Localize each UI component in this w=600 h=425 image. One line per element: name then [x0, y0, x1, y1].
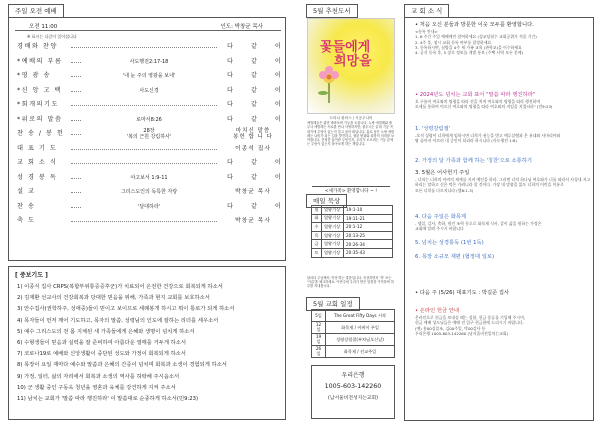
worship-order-panel — [8, 17, 289, 261]
bible-ref: 19:11-21 — [344, 214, 393, 223]
prayer-item: 10) 군 생활 중인 구동욱 청년을 영혼과 육체를 강건하게 지켜 주소서 — [17, 384, 176, 391]
news-item-detail: 오 구름이 여호와의 명령을 따라 진을 치며 여호와의 명령을 따라 행진하며 모세를 통하여 이르신 여호와의 명령을 따라 여호와의 직임을 지켰더라" (민9:23) — [415, 99, 553, 110]
divider — [15, 30, 281, 31]
news-item — [415, 158, 591, 165]
bible-ref: 20:35-43 — [344, 248, 393, 257]
worship-order-row — [17, 127, 279, 142]
prayer-panel — [8, 266, 286, 420]
worship-order-leader: 다 같 이 — [221, 84, 279, 99]
prayer-item: 3) 안수집사(권학하주, 성애중)들이 믿이고 보이므로 세례봉개 하시고 뭐이 통로가 되게 하소서 — [17, 306, 235, 313]
bible-day: 수 — [312, 223, 322, 232]
dotted-leader — [71, 163, 217, 164]
dotted-leader — [71, 105, 217, 106]
worship-order-item: *예배의 부름 — [17, 57, 63, 65]
worship-order-item: *영 광 송 — [17, 72, 51, 79]
worship-order-row — [17, 98, 289, 113]
worship-order-leader: 다 같 이 — [221, 40, 279, 55]
news-item-text: 6. 목장 소규모 재편 (협정대 일로) — [415, 254, 495, 260]
bible-book: 열왕기상 — [322, 231, 344, 240]
news-item — [415, 22, 591, 55]
bible-row — [312, 214, 393, 223]
bible-note: 날마다 주님께서 '묵상'하는 말씀입니다. 묵상하면서 '하' 또는 '이름'을 체크하세요. 이번주에 우리가 받은 말씀을 기억하며 하루를 지내봅시다. — [307, 276, 394, 289]
bible-book: 열왕기상 — [322, 206, 344, 215]
news-item-text: • 온라인 헌금 안내 — [415, 308, 459, 314]
bible-row — [312, 231, 393, 240]
bible-row — [312, 248, 393, 257]
worship-order-leader: 다 같 이 — [221, 113, 279, 128]
prayer-item: 6) 수형생들이 믿음과 실력을 잘 준비하여 아름다운 열매를 거두게 하소서 — [17, 339, 186, 346]
book-cover-title-2: 희망을 — [334, 54, 372, 69]
news-section-title: 교 회 소 식 — [404, 4, 449, 18]
worship-order-item: 교 회 소 식 — [17, 159, 58, 166]
news-item-text: • 처음 오신 분들과 방문한 이웃 모두를 환영합니다. — [415, 22, 534, 28]
worship-order-content: 28장 '복의 근원 강림하사' — [81, 128, 217, 140]
news-item — [415, 308, 591, 336]
news-item — [415, 214, 591, 232]
worship-order-content: '달대하라' — [81, 200, 217, 215]
worship-order-content: 로마서8:26 — [81, 113, 217, 128]
worship-order-item: *위로의 말씀 — [17, 115, 63, 123]
worship-order-row — [17, 113, 289, 128]
book-description — [307, 116, 395, 176]
worship-order-item: 축 도 — [17, 217, 36, 224]
prayer-item: 5) 예수 그리스도의 전 몸 지체된 새 가족들에게 은혜와 생명이 넘치게 하소서 — [17, 328, 195, 335]
news-item-text: 3. 5월은 어사헌기 주일 — [415, 170, 470, 176]
schedule-row — [312, 310, 395, 322]
worship-order-leader: 박창균 목사 — [221, 185, 279, 200]
worship-order-leader: 다 같 이 — [221, 156, 279, 171]
worship-order-row — [17, 171, 289, 186]
schedule-date: 5일 — [312, 310, 326, 322]
dotted-leader — [71, 47, 217, 48]
worship-order-item: *회개의기도 — [17, 101, 59, 108]
prayer-item: 2) 김재환 선교사의 건강회복과 당대한 믿음을 위해, 가족과 현지 교회를 보호하소서 — [17, 295, 210, 302]
news-item — [415, 92, 591, 110]
news-item-text: 4. 다음 주일은 화목제 — [415, 214, 467, 220]
worship-order-leader: 이종석 집사 — [221, 142, 279, 157]
bible-day: 목 — [312, 231, 322, 240]
book-cover-title-1: 꽃들에게 — [320, 40, 371, 55]
bible-day: 금 — [312, 240, 322, 249]
worship-time: 오전 11:00 — [29, 24, 58, 30]
worship-order-content: 사도신경 — [81, 84, 217, 99]
news-item-detail: -오직 성령이 너희에게 임하시면 너희가 권능을 받고 예루살렘과 온 유대와 사마리아와 땅 끝까지 이르러 내 증인이 되리라 하시니라 (사도행전 1:8) — [415, 133, 561, 144]
bible-ref: 20:1-12 — [344, 223, 393, 232]
news-item-text: 2. 가정의 달 가족과 함께 하는 '칭찬'으로 소통하기 — [415, 158, 532, 164]
bible-book: 열왕기상 — [322, 248, 344, 257]
schedule-table — [311, 309, 395, 358]
bible-book: 열왕기상 — [322, 240, 344, 249]
prayer-item: 9) 가정, 일터, 삶의 자리에서 회복과 소생의 역사를 허락해 주시옵소서 — [17, 373, 180, 380]
worship-order-item: 설 교 — [17, 188, 36, 195]
bible-ref: 20:26-34 — [344, 240, 393, 249]
bible-ref: 19:1-10 — [344, 206, 393, 215]
worship-order-content: 야고보서 1:9-11 — [81, 171, 217, 186]
worship-order-leader: 다 같 이 — [221, 98, 279, 113]
news-item-text: 1. '성령강림절' — [415, 126, 451, 132]
schedule-date: 12일 — [312, 322, 326, 334]
news-item-detail: 온라인으로 헌금을 보내실 때는 성함, 헌금 종류를 기입해 주시며, 헌금 예배 성도님들은 예배 전 입구 헌금함에 드리시기 바랍니다. (예) 홍00십일조, 김00주일, 박00감사 등 우리은행 1005-603-142260 (남서울비전일치는교회) — [415, 315, 526, 336]
bible-day: 토 — [312, 248, 322, 257]
news-item-text: • 2024년도 넘치는 교회 표어 "말씀 따라 행진하라" — [415, 92, 536, 98]
news-item-text: • 다음 주 (5/26) 대표기도 : 박길준 집사 — [415, 290, 510, 296]
worship-order-leader: 마치신 말씀 봉헌 합 니 다 — [221, 128, 279, 140]
welcome-tag: <새가족> 환영합니다 ~ ! — [312, 186, 390, 194]
news-item-detail: - 너희는 너희의 아비의 재세를 지켜 예인을 하라. 그러면 너의 하나님 여호와가 너를 따라서 사성내 지고 하리는 말하고 신은 먹은 가려니라 할 것이다. 가장 내 말씀을 잃도 너희의 어린을 이유로 모든 너희를 다르지니라 (엡6:1-3) — [415, 177, 591, 193]
worship-order-leader: 다 같 이 — [221, 55, 279, 70]
schedule-row — [312, 334, 395, 346]
flower-icon — [312, 63, 346, 103]
bible-day: 월 — [312, 206, 322, 215]
prayer-title: [ 중보기도 ] — [15, 272, 48, 279]
worship-order-row — [17, 40, 289, 55]
worship-order-row — [17, 55, 289, 70]
worship-order-item: 대 표 기 도 — [17, 144, 58, 152]
dotted-leader — [71, 221, 217, 222]
bank-info — [311, 365, 395, 419]
bible-row — [312, 240, 393, 249]
worship-order-row — [17, 156, 289, 171]
worship-order-row — [17, 200, 289, 215]
bible-day: 화 — [312, 214, 322, 223]
news-item — [415, 254, 591, 261]
prayer-item: 7) 코로나19로 예배와 신앙생활이 중단된 성도와 가정이 회복되게 하소서 — [17, 351, 186, 358]
schedule-row — [312, 322, 395, 334]
bible-book: 열왕기상 — [322, 214, 344, 223]
news-item — [415, 240, 591, 247]
worship-order-row — [17, 185, 279, 200]
worship-order-item: 찬 송 / 봉 헌 — [17, 130, 65, 137]
prayer-item: 8) 목장이 요일 재마다 예수와 말씀과 은혜의 간증이 넘치며 회복과 소생이 경험되게 하소서 — [17, 362, 227, 369]
worship-order-item: *신 앙 고 백 — [17, 86, 62, 94]
bible-book: 열왕기상 — [322, 223, 344, 232]
worship-order-item: 찬 송 — [17, 202, 36, 210]
schedule-event: The Great Fifty Days 시작 — [326, 310, 395, 322]
book-section-title: 5월 추천도서 — [306, 4, 358, 18]
news-item — [415, 170, 591, 193]
bible-ref: 20:13-25 — [344, 231, 393, 240]
worship-order-leader: 다 같 이 — [221, 171, 279, 186]
worship-order-item: 경배와 찬양 — [17, 43, 58, 50]
prayer-item: 11) 남치는 교회가 '말씀 따라 행진하라' 이 말씀대로 순종하게 하소서(민9:23) — [17, 395, 199, 402]
book-caption-head: 트리나 폴러스 / 시공주니어 — [329, 116, 373, 120]
news-item-detail: <등록 안내> 1. 6 주간 주일 예배에만 참여하세요 (성교당첨수 교회공위가 적음 기간) 2. 4주 후, 청시 교회 등록 여부를 결정하세요 3. 등록하시면, 심방을 4주 새 가족 교육 (관학교)을 이수하세요 4. 공식 등록 후, 5 장로 정보를 개별 통보 (주택 사역 모든 분께) — [415, 29, 537, 56]
schedule-date: 26일 — [312, 346, 326, 358]
worship-note: ※ 표시는 다같이 일어섭니다 — [27, 34, 77, 39]
worship-order-row — [17, 142, 279, 157]
schedule-section-title: 5월 교회 일정 — [306, 297, 360, 311]
bible-reading-table — [311, 205, 393, 258]
schedule-row — [312, 346, 395, 358]
schedule-event: 성령강림절(부처님오신날) — [326, 334, 395, 346]
bible-row — [312, 223, 393, 232]
prayer-list — [17, 282, 281, 405]
prayer-item: 1) 이종식 집사 CRPS(복합부위통증증후군)가 치료되어 온전한 건강으로 회복되게 하소서 — [17, 284, 223, 290]
prayer-item: 4) 목자들이 먼저 깨어 기도하고, 목자의 말씀, 성령님의 인도에 잘하는 리더를 세우소서 — [17, 317, 219, 324]
book-cover-image — [307, 18, 395, 114]
worship-order-content: 사도행전2:17-18 — [81, 55, 217, 70]
worship-order-content: '내 눈 주의 영광을 보네' — [81, 69, 217, 84]
news-item — [415, 126, 591, 144]
news-item-text: 5. 넘치는 성경통독 (1번 1독) — [415, 240, 484, 246]
worship-order-content: 그리스도인의 독특한 자랑 — [81, 185, 217, 200]
book-caption-body: 애벌레들은 위만 바라보며 기둥을 오릅니다. 노랑 애벌레와 줄무늬 애벌레는 서로를 만나 사랑하지만, 줄무늬는 끝내 기둥 꼭대기에 무엇이 있는지 알고 싶어 떠납니다. 홀로 남은 노랑 애벌레는 나비가 되는 길을 발견하고, 참된 변화와 희망의 의미를 보여줍니다. 진정한 삶이란 무엇인지, 우리가 오르려는 기둥 끝에는 무엇이 있는지 돌아보게 하는 책입니다. — [307, 121, 395, 147]
worship-order-leader: 다 같 이 — [221, 200, 279, 215]
schedule-event: 화목제 / 어버이 주일 — [326, 322, 395, 334]
news-item — [415, 290, 591, 297]
worship-order-row — [17, 84, 289, 99]
news-item-detail: - 생일, 감사, 축하, 원인 조력 등으로 화목제 식사, 같이 삶을 원하는 가정은 교회에 알려 주시기 바랍니다 — [415, 221, 542, 232]
dotted-leader — [71, 149, 217, 150]
worship-order-list — [17, 40, 289, 229]
schedule-date: 19일 — [312, 334, 326, 346]
bank-account: 1005-603-142260 — [324, 383, 382, 390]
worship-order-row — [17, 69, 289, 84]
worship-order-row — [17, 214, 279, 229]
worship-order-leader: 다 같 이 — [221, 69, 279, 84]
worship-preacher: 인도: 박창균 목사 — [220, 24, 263, 30]
worship-section-title: 주일 오전 예배 — [8, 4, 64, 18]
bible-section-title: 매일 묵상 — [306, 194, 347, 208]
worship-order-leader: 박창균 목사 — [221, 214, 279, 229]
bank-name: 우리은행 — [341, 372, 365, 379]
schedule-event: 화목제 / 선교주일 — [326, 346, 395, 358]
news-panel — [404, 17, 594, 421]
worship-order-item: 성 경 봉 독 — [17, 173, 58, 181]
bank-holder: (남서울비전성지는교회) — [327, 396, 379, 401]
bible-row — [312, 206, 393, 215]
